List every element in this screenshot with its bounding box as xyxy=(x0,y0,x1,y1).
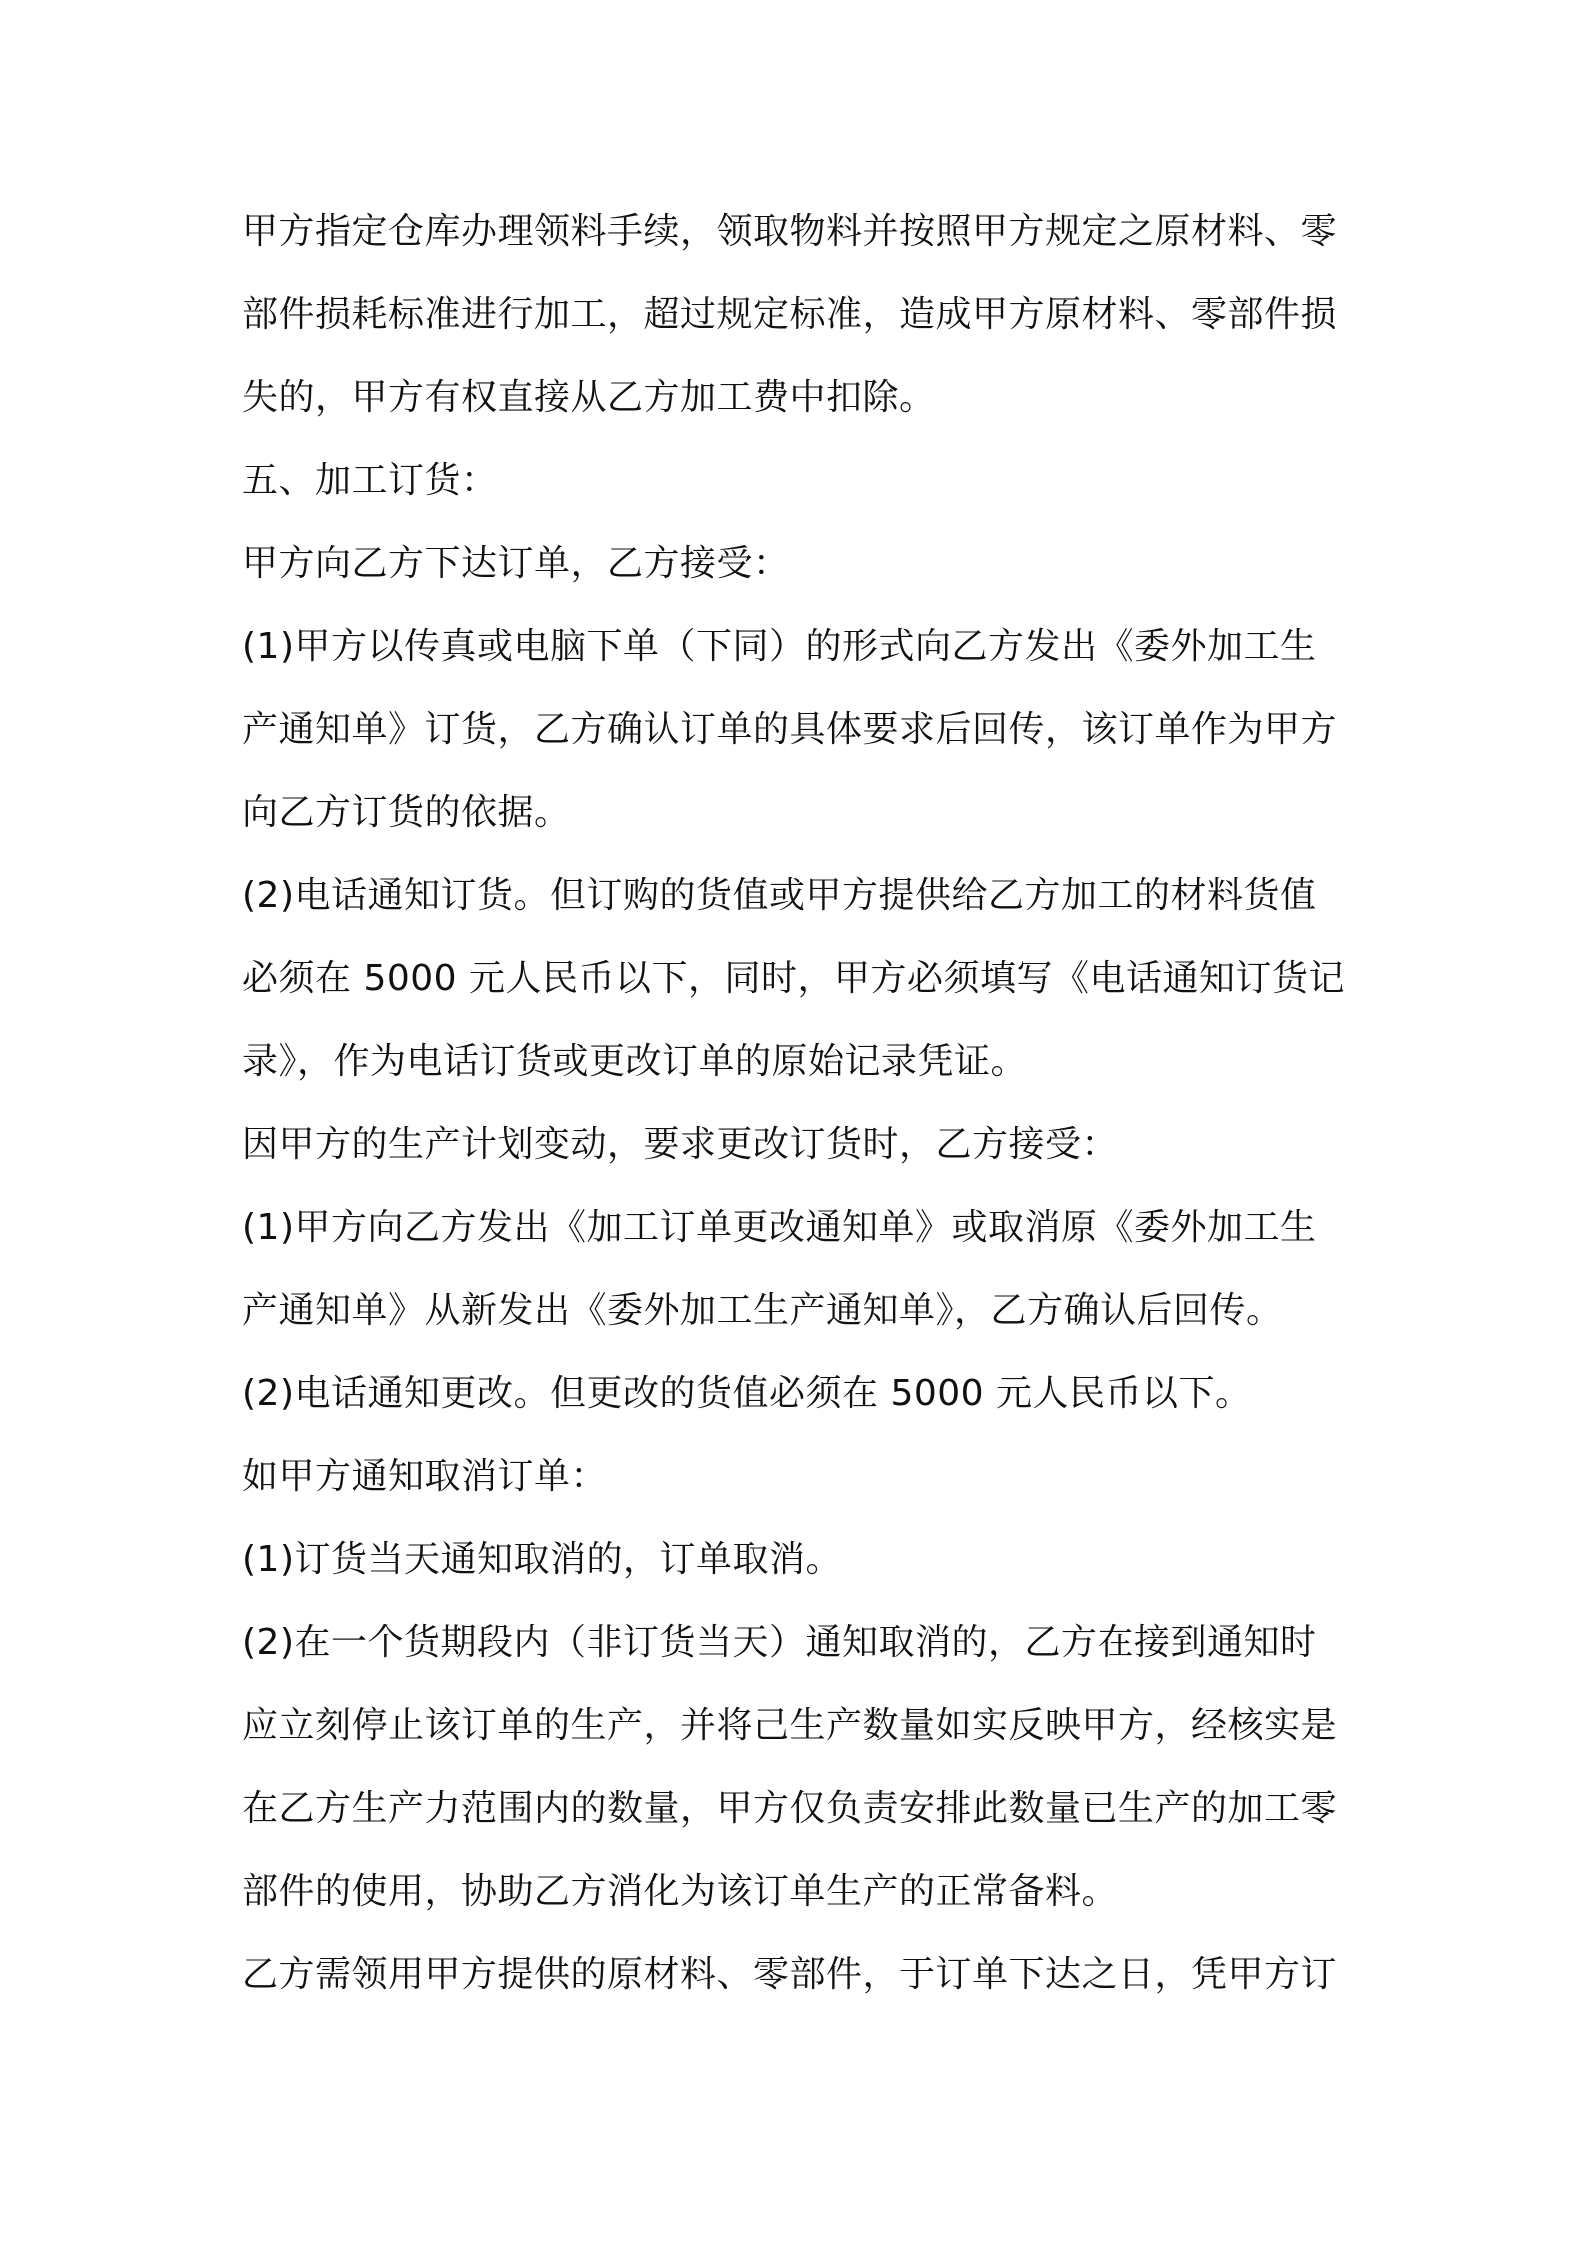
text-line: 因甲方的生产计划变动，要求更改订货时，乙方接受： xyxy=(242,1124,1119,1165)
text-line: (1)甲方向乙方发出《加工订单更改通知单》或取消原《委外加工生 xyxy=(242,1207,1317,1248)
text-line: 应立刻停止该订单的生产，并将己生产数量如实反映甲方，经核实是 xyxy=(242,1705,1338,1746)
text-line: (1)甲方以传真或电脑下单（下同）的形式向乙方发出《委外加工生 xyxy=(242,626,1317,667)
text-line: 如甲方通知取消订单： xyxy=(242,1456,608,1497)
text-line: 必须在 5000 元人民币以下，同时，甲方必须填写《电话通知订货记 xyxy=(242,958,1346,999)
text-line: 甲方向乙方下达订单，乙方接受： xyxy=(242,543,790,584)
text-line: 失的，甲方有权直接从乙方加工费中扣除。 xyxy=(242,377,936,418)
text-line: (2)电话通知订货。但订购的货值或甲方提供给乙方加工的材料货值 xyxy=(242,875,1317,916)
text-line: 部件损耗标准进行加工，超过规定标准，造成甲方原材料、零部件损 xyxy=(242,294,1338,335)
text-line: 在乙方生产力范围内的数量，甲方仅负责安排此数量已生产的加工零 xyxy=(242,1788,1338,1829)
section-heading: 五、加工订货： xyxy=(242,460,498,501)
document-page xyxy=(242,190,1362,2016)
text-line: (2)电话通知更改。但更改的货值必须在 5000 元人民币以下。 xyxy=(242,1373,1252,1414)
text-line: 产通知单》从新发出《委外加工生产通知单》，乙方确认后回传。 xyxy=(242,1290,1283,1331)
text-line: 向乙方订货的依据。 xyxy=(242,792,571,833)
text-line: 录》，作为电话订货或更改订单的原始记录凭证。 xyxy=(242,1041,1028,1082)
text-line: (2)在一个货期段内（非订货当天）通知取消的，乙方在接到通知时 xyxy=(242,1622,1317,1663)
text-line: (1)订货当天通知取消的，订单取消。 xyxy=(242,1539,842,1580)
text-line: 产通知单》订货，乙方确认订单的具体要求后回传，该订单作为甲方 xyxy=(242,709,1338,750)
text-line: 部件的使用，协助乙方消化为该订单生产的正常备料。 xyxy=(242,1871,1119,1912)
text-line: 甲方指定仓库办理领料手续，领取物料并按照甲方规定之原材料、零 xyxy=(242,211,1338,252)
text-line: 乙方需领用甲方提供的原材料、零部件，于订单下达之日，凭甲方订 xyxy=(242,1954,1338,1995)
